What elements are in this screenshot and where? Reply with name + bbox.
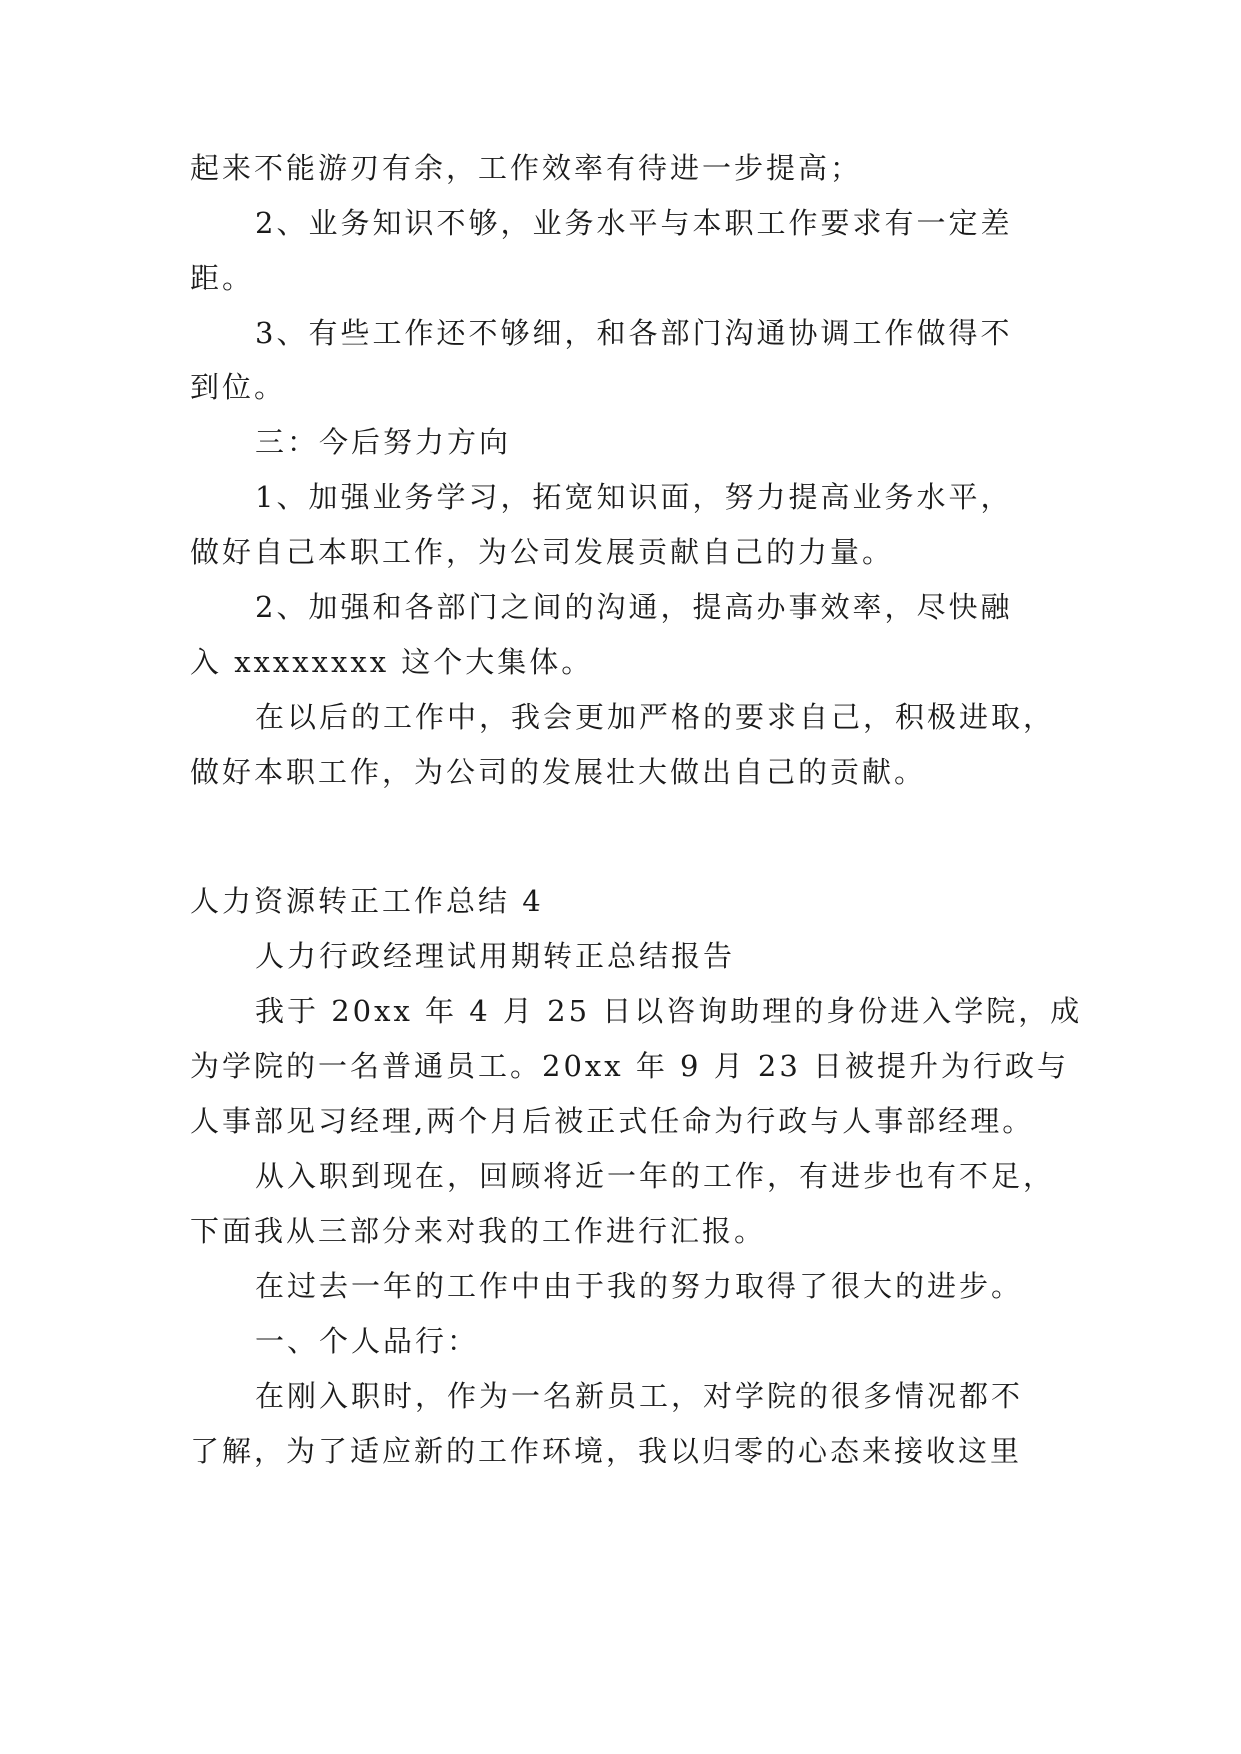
- text-line: 起来不能游刃有余，工作效率有待进一步提高；: [190, 151, 863, 185]
- text-line: 在以后的工作中，我会更加严格的要求自己，积极进取，: [255, 700, 1056, 734]
- text-line: 从入职到现在，回顾将近一年的工作，有进步也有不足，: [255, 1159, 1056, 1193]
- text-line: 3、有些工作还不够细，和各部门沟通协调工作做得不: [255, 316, 1013, 350]
- text-line: 在刚入职时，作为一名新员工，对学院的很多情况都不: [255, 1379, 1024, 1413]
- article-subtitle: 人力行政经理试用期转正总结报告: [255, 939, 736, 973]
- article-title: 人力资源转正工作总结 4: [190, 884, 544, 918]
- text-line: 入 xxxxxxxx 这个大集体。: [190, 645, 594, 679]
- text-line: 下面我从三部分来对我的工作进行汇报。: [190, 1214, 767, 1248]
- text-line: 到位。: [190, 370, 287, 404]
- text-line: 为学院的一名普通员工。20xx 年 9 月 23 日被提升为行政与: [190, 1049, 1070, 1083]
- text-line: 2、业务知识不够，业务水平与本职工作要求有一定差: [255, 206, 1013, 240]
- section-heading: 三：今后努力方向: [255, 425, 512, 459]
- text-line: 我于 20xx 年 4 月 25 日以咨询助理的身份进入学院，成: [255, 994, 1083, 1028]
- text-line: 距。: [190, 261, 255, 295]
- text-line: 人事部见习经理,两个月后被正式任命为行政与人事部经理。: [190, 1104, 1035, 1138]
- text-line: 在过去一年的工作中由于我的努力取得了很大的进步。: [255, 1269, 1024, 1303]
- text-line: 1、加强业务学习，拓宽知识面，努力提高业务水平，: [255, 480, 1013, 514]
- text-line: 做好本职工作，为公司的发展壮大做出自己的贡献。: [190, 755, 927, 789]
- section-heading: 一、个人品行：: [255, 1324, 480, 1358]
- text-line: 2、加强和各部门之间的沟通，提高办事效率，尽快融: [255, 590, 1013, 624]
- text-line: 做好自己本职工作，为公司发展贡献自己的力量。: [190, 535, 895, 569]
- text-line: 了解，为了适应新的工作环境，我以归零的心态来接收这里: [190, 1434, 1023, 1468]
